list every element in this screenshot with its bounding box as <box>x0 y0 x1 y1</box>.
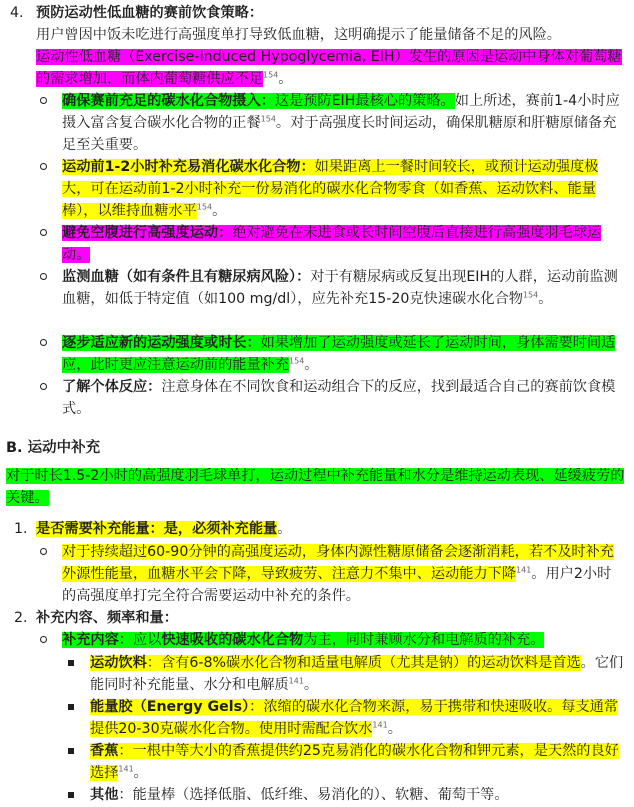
list-item: 运动饮料：含有6-8%碳水化合物和适量电解质（尤其是钠）的运动饮料是首选。它们能同时补充能量、水分和电解质$^{141}$。 <box>90 655 624 693</box>
bullet-icon <box>40 163 47 170</box>
bullet-icon <box>40 229 47 236</box>
bullet-icon <box>40 383 47 390</box>
bullet-icon <box>40 548 47 555</box>
square-bullet-icon <box>68 748 74 754</box>
section-b-intro: 对于时长1.5-2小时的高强度羽毛球单打，运动过程中补充能量和水分是维持运动表现、延缓疲劳的关键。 <box>6 468 625 506</box>
intro-text: 用户曾因中饭未吃进行高强度单打导致低血糖，这明确提示了能量储备不足的风险。 <box>36 27 561 43</box>
list-item: 了解个体反应：注意身体在不同饮食和运动组合下的反应，找到最适合自己的赛前饮食模式。 <box>62 379 616 417</box>
list-item: 监测血糖（如有条件且有糖尿病风险）：对于有糖尿病或反复出现EIH的人群，运动前监测血糖，如低于特定值（如100 mg/dl），应先补充15-20克快速碳水化合物$^{154}$。 <box>62 269 618 307</box>
list-item: 运动前1-2小时补充易消化碳水化合物：如果距离上一餐时间较长，或预计运动强度极大，可在运动前1-2小时补充一份易消化的碳水化合物零食（如香蕉、运动饮料、能量棒），以维持血糖水平$^{154}$。 <box>62 159 599 219</box>
list-item: 对于持续超过60-90分钟的高强度运动，身体内源性糖原储备会逐渐消耗，若不及时补充外源性能量，血糖水平会下降，导致疲劳、注意力不集中、运动能力下降$^{141}$。用户2小时的高强度单打完全符合需要运动中补充的条件。 <box>62 544 614 604</box>
question-2: 补充内容、频率和量： <box>36 610 178 626</box>
square-bullet-icon <box>68 792 74 798</box>
list-item: 能量胶（Energy Gels）：浓缩的碳水化合物来源，易于携带和快速吸收。每支通常提供20-30克碳水化合物。使用时需配合饮水$^{141}$。 <box>90 699 619 737</box>
list-item: 避免空腹进行高强度运动：绝对避免在未进食或长时间空腹后直接进行高强度羽毛球运动。 <box>62 225 602 263</box>
list-number: 1. <box>14 521 28 537</box>
square-bullet-icon <box>68 660 74 666</box>
list-item: 香蕉：一根中等大小的香蕉提供约25克易消化的碳水化合物和钾元素，是天然的良好选择$^{141}$。 <box>90 743 619 781</box>
bullet-icon <box>40 636 47 643</box>
square-bullet-icon <box>68 704 74 710</box>
bullet-icon <box>40 339 47 346</box>
section-b-title: B. 运动中补充 <box>6 440 101 456</box>
list-item: 其他：能量棒（选择低脂、低纤维、易消化的）、软糖、葡萄干等。 <box>90 787 509 803</box>
list-item: 逐步适应新的运动强度或时长：如果增加了运动强度或延长了运动时间，身体需要时间适应，此时更应注意运动前的能量补充$^{154}$。 <box>62 335 616 373</box>
list-number: 2. <box>14 610 28 626</box>
list-item: 确保赛前充足的碳水化合物摄入：这是预防EIH最核心的策略。如上所述，赛前1-4小时应摄入富含复合碳水化合物的正餐$^{154}$。对于高强度长时间运动，确保肌糖原和肝糖原储备充足至关重要。 <box>62 93 620 153</box>
question-1: 是否需要补充能量：是，必须补充能量。 <box>36 521 292 537</box>
list-item: 补充内容：应以快速吸收的碳水化合物为主，同时兼顾水分和电解质的补充。 <box>62 632 545 648</box>
section-4-body: 用户曾因中饭未吃进行高强度单打导致低血糖，这明确提示了能量储备不足的风险。 运动性低血糖（Exercise-Induced Hypoglycemia, EIH）发生的原因是运动中身体对葡萄糖的需求增加，而体内葡萄糖供应不足$^{154}$。 <box>36 27 622 87</box>
eih-definition: 运动性低血糖（Exercise-Induced Hypoglycemia, EIH）发生的原因是运动中身体对葡萄糖的需求增加，而体内葡萄糖供应不足 <box>36 49 622 87</box>
section-4-title: 预防运动性低血糖的赛前饮食策略： <box>36 5 264 21</box>
citation: 154 <box>263 70 279 80</box>
bullet-icon <box>40 97 47 104</box>
list-number: 4. <box>10 5 24 21</box>
bullet-icon <box>40 273 47 280</box>
